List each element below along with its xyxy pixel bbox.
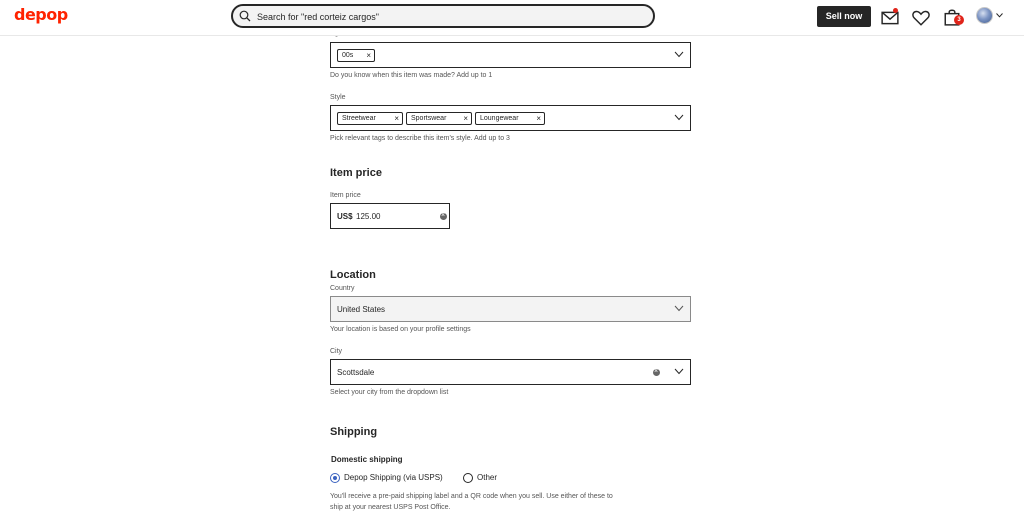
- shipping-description-line2: ship at your nearest USPS Post Office.: [330, 504, 451, 511]
- shipping-description-line1: You'll receive a pre-paid shipping label and a QR code when you sell. Use either of these to: [330, 493, 613, 500]
- price-value[interactable]: 125.00: [356, 212, 381, 221]
- currency-prefix: US$: [337, 212, 353, 221]
- unread-dot: [893, 8, 898, 13]
- chevron-down-icon[interactable]: [674, 368, 684, 375]
- age-select[interactable]: [330, 42, 691, 68]
- country-select[interactable]: [330, 296, 691, 322]
- chevron-down-icon[interactable]: [996, 13, 1003, 18]
- search-input[interactable]: [257, 8, 637, 25]
- heart-icon[interactable]: [912, 9, 930, 27]
- chevron-down-icon[interactable]: [674, 51, 684, 58]
- item-price-input[interactable]: [330, 203, 450, 229]
- remove-chip-icon[interactable]: ×: [536, 114, 541, 123]
- depop-shipping-label[interactable]: Depop Shipping (via USPS): [344, 473, 443, 482]
- age-hint: Do you know when this item was made? Add up to 1: [330, 72, 493, 79]
- style-chip: [475, 112, 545, 125]
- clear-icon[interactable]: [440, 213, 447, 220]
- city-hint: Select your city from the dropdown list: [330, 389, 449, 396]
- clear-icon[interactable]: [653, 369, 660, 376]
- style-chip: [337, 112, 403, 125]
- remove-chip-icon[interactable]: ×: [394, 114, 399, 123]
- remove-chip-icon[interactable]: ×: [463, 114, 468, 123]
- country-label: Country: [330, 285, 355, 292]
- depop-shipping-radio[interactable]: [330, 473, 340, 483]
- style-hint: Pick relevant tags to describe this item's style. Add up to 3: [330, 135, 510, 142]
- chevron-down-icon[interactable]: [674, 114, 684, 121]
- city-select[interactable]: [330, 359, 691, 385]
- style-select[interactable]: [330, 105, 691, 131]
- chevron-down-icon[interactable]: [674, 305, 684, 312]
- domestic-shipping-title: Domestic shipping: [331, 455, 403, 464]
- other-shipping-radio[interactable]: [463, 473, 473, 483]
- style-chip: [406, 112, 472, 125]
- top-header: [0, 0, 1024, 36]
- avatar[interactable]: [976, 7, 993, 24]
- item-price-title: Item price: [330, 167, 382, 179]
- sell-now-button[interactable]: Sell now: [817, 6, 871, 27]
- search-bar[interactable]: [231, 4, 655, 28]
- style-chip-label: Loungewear: [480, 115, 519, 122]
- style-chip-label: Streetwear: [342, 115, 376, 122]
- depop-logo[interactable]: depop: [14, 5, 68, 24]
- other-shipping-label[interactable]: Other: [477, 473, 498, 482]
- location-title: Location: [330, 269, 376, 281]
- search-icon: [239, 10, 251, 22]
- shipping-title: Shipping: [330, 426, 378, 438]
- style-label: Style: [330, 94, 346, 101]
- item-price-label: Item price: [330, 192, 361, 199]
- age-chip-label: 00s: [342, 52, 354, 59]
- bag-count-badge: 3: [954, 15, 964, 25]
- city-label: City: [330, 348, 343, 355]
- remove-chip-icon[interactable]: ×: [366, 51, 371, 60]
- style-chip-label: Sportswear: [411, 115, 447, 122]
- country-value: United States: [337, 305, 386, 314]
- age-chip: [337, 49, 375, 62]
- country-hint: Your location is based on your profile settings: [330, 326, 471, 333]
- city-value[interactable]: Scottsdale: [337, 368, 375, 377]
